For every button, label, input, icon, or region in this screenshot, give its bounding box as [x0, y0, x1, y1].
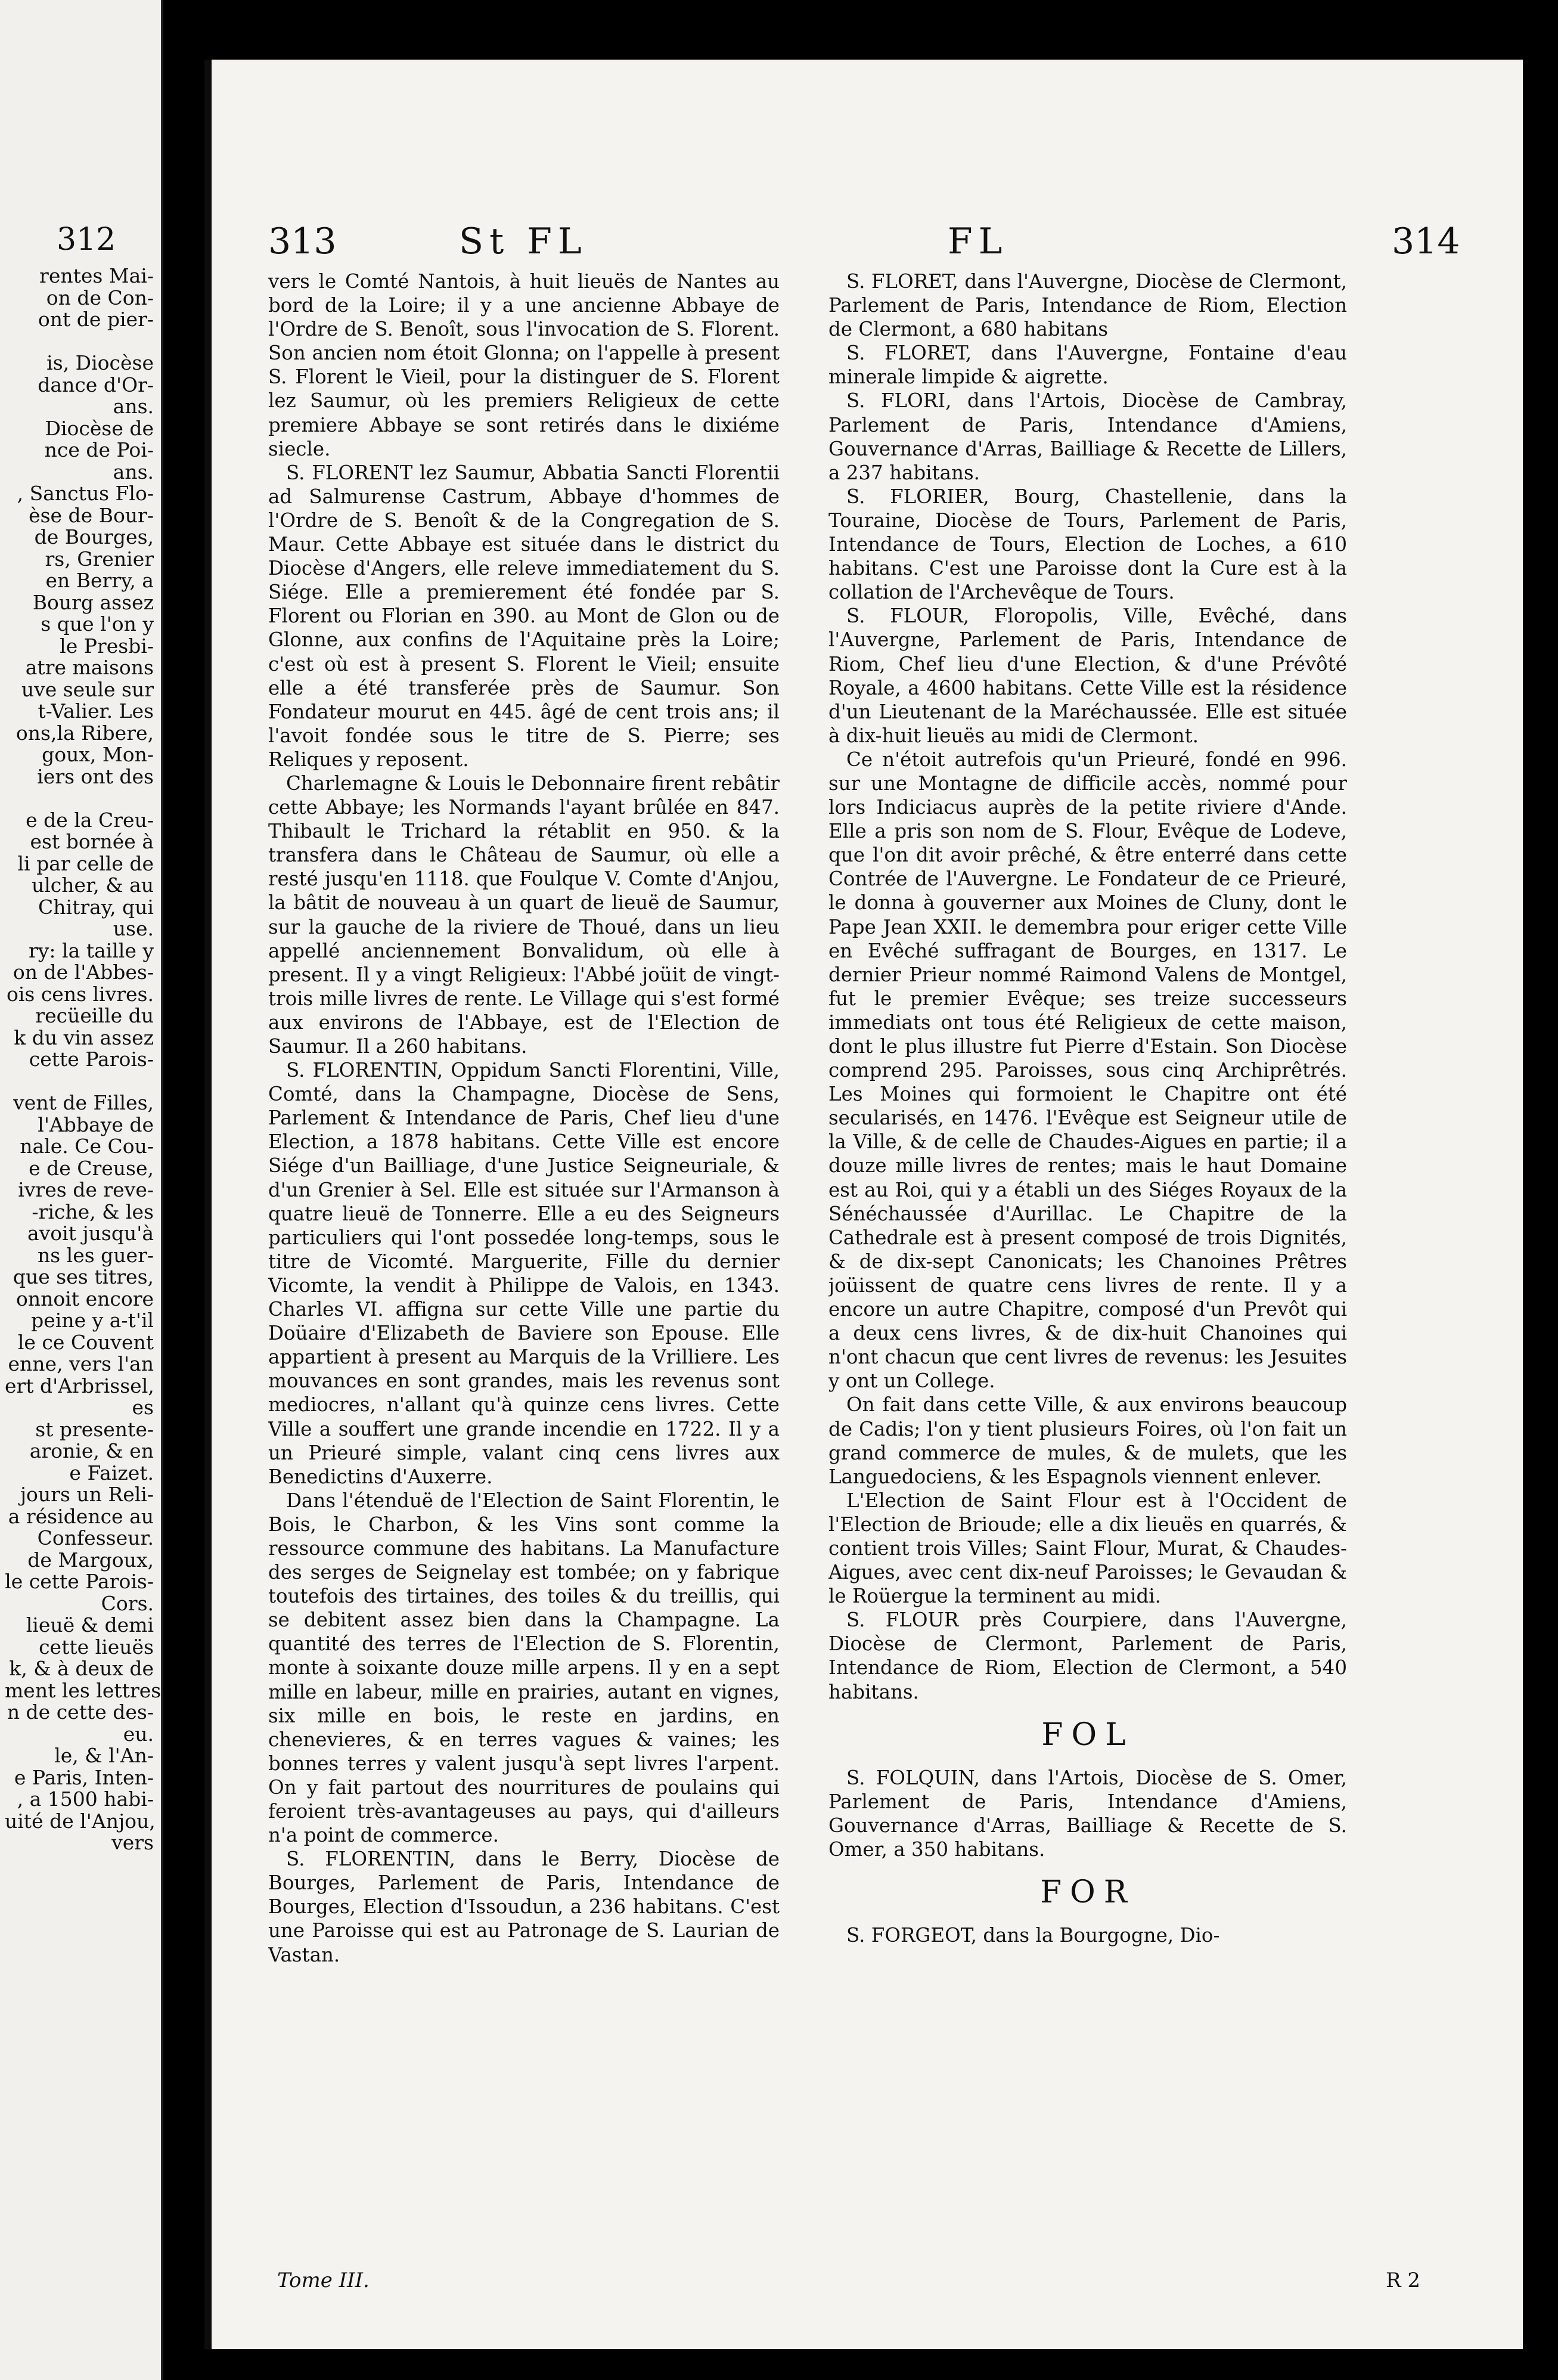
previous-page-line: e Paris, Inten- [14, 1765, 154, 1789]
previous-page-line: st presente- [35, 1417, 154, 1441]
previous-page-line: , Sanctus Flo- [17, 482, 154, 505]
previous-page-line: use. [113, 917, 154, 940]
previous-page-line: e de la Creu- [26, 808, 154, 832]
previous-page-line: le Presbi- [60, 634, 154, 658]
previous-page-line: onnoit encore [16, 1287, 154, 1310]
previous-page-line: lieuë & demi [26, 1613, 154, 1637]
previous-page-line: avoit jusqu'à [27, 1222, 154, 1245]
previous-page-line: a résidence au [8, 1504, 154, 1528]
right-running-head: FL [948, 221, 1008, 262]
previous-page-line: Bourg assez [32, 590, 154, 614]
entry-paragraph: S. FLOUR près Courpiere, dans l'Auvergne, Diocèse de Clermont, Parlement de Paris, Intendance de Riom, Election de Clermont, a 540 habitans. [828, 1609, 1347, 1703]
previous-page-line: , a 1500 habi- [17, 1787, 154, 1811]
previous-page-line: uité de l'Anjou, [5, 1809, 156, 1833]
previous-page-line: le, & l'An- [54, 1744, 154, 1767]
previous-page-line: rs, Grenier [45, 547, 154, 571]
previous-page-line: de Bourges, [34, 525, 154, 548]
previous-page-edge [0, 0, 163, 2380]
entry-paragraph: On fait dans cette Ville, & aux environs beaucoup de Cadis; l'on y tient plusieurs Foires, où l'on fait un grand commerce de mules, & de mulets, que les Languedociens, & les Espagnols viennent enlever. [828, 1393, 1347, 1488]
previous-page-line: on de l'Abbes- [13, 960, 154, 984]
right-page-number: 314 [1392, 221, 1460, 262]
previous-page-line: eu. [123, 1722, 154, 1746]
previous-page-line: peine y a-t'il [31, 1309, 154, 1332]
previous-page-line: cette lieuës [39, 1635, 154, 1659]
previous-page-line: -riche, & les [32, 1200, 154, 1223]
previous-page-line: recüeille du [35, 1004, 154, 1027]
previous-page-line: atre maisons [25, 656, 154, 679]
previous-page-line: que ses titres, [13, 1265, 154, 1288]
previous-page-line: en Berry, a [45, 569, 154, 592]
previous-page-line: e Faizet. [69, 1461, 154, 1485]
previous-page-line: ans. [113, 460, 154, 484]
previous-page-line: Cors. [101, 1591, 154, 1615]
entry-paragraph: S. FORGEOT, dans la Bourgogne, Dio- [846, 1924, 1220, 1947]
previous-page-line: de Margoux, [27, 1548, 154, 1572]
previous-page-number: 312 [57, 222, 116, 258]
previous-page-line: iers ont des [37, 764, 154, 788]
previous-page-line: jours un Reli- [20, 1483, 154, 1506]
entry-paragraph: Charlemagne & Louis le Debonnaire firent rebâtir cette Abbaye; les Normands l'ayant brûlée en 847. Thibault le Trichard la rétablit en 950. & la transfera dans le Château de Saumur, où elle a resté jusqu'en 1118. que Foulque V. Comte d'Anjou, la bâtit de nouveau à un quart de lieuë de Saumur, sur la gauche de la riviere de Thoué, dans un lieu appellé anciennement Bonvalidum, où elle à present. Il y a vingt Religieux: l'Abbé joüit de vingt-trois mille livres de rente. Le Village qui s'est formé aux environs de l'Abbaye, est de l'Election de Saumur. Il a 260 habitans. [268, 771, 780, 1058]
entry-paragraph: L'Election de Saint Flour est à l'Occident de l'Election de Brioude; elle a dix lieuës en quarrés, & contient trois Villes; Saint Flour, Murat, & Chaudes-Aigues, avec cent dix-neuf Paroisses; le Gevaudan & le Roüergue la terminent au midi. [828, 1489, 1347, 1608]
previous-page-line: rentes Mai- [39, 264, 154, 287]
book-page [204, 60, 1523, 2349]
previous-page-line: ment les lettres [5, 1678, 162, 1702]
previous-page-line: cette Parois- [29, 1048, 154, 1071]
left-running-head: St FL [459, 221, 588, 262]
previous-page-line: dance d'Or- [38, 373, 154, 396]
previous-page-line: vent de Filles, [13, 1091, 154, 1114]
previous-page-line: n de cette des- [7, 1700, 154, 1724]
volume-footer: Tome III. [277, 2269, 370, 2292]
entry-paragraph: Dans l'étenduë de l'Election de Saint Florentin, le Bois, le Charbon, & les Vins sont comme la ressource commune des habitans. La Manufacture des serges de Seignelay est tombée; on y fabrique toutefois des tirtaines, des toiles & du treillis, qui se debitent assez bien dans la Champagne. La quantité des terres de l'Election de S. Florentin, monte à soixante douze mille arpens. Il y en a sept mille en labeur, mille en prairies, autant en vignes, six mille en bois, le reste en jardins, en chenevieres, & en terres vagues & vaines; les bonnes terres y valent jusqu'à sept livres l'arpent. On y fait partout des nourritures de poulains qui feroient très-avantageuses au pays, qui d'ailleurs n'a point de commerce. [268, 1489, 780, 1847]
previous-page-line: aronie, & en [29, 1439, 154, 1462]
previous-page-line: on de Con- [46, 286, 154, 309]
previous-page-line: le ce Couvent [17, 1330, 154, 1354]
previous-page-line: enne, vers l'an [8, 1352, 154, 1375]
entry-paragraph: Ce n'étoit autrefois qu'un Prieuré, fondé en 996. sur une Montagne de difficile accès, nommé pour lors Indiciacus auprès de la petite riviere d'Ande. Elle a pris son nom de S. Flour, Evêque de Lodeve, que l'on dit avoir prêché, & être enterré dans cette Contrée de l'Auvergne. Le Fondateur de ce Prieuré, le donna à gouverner aux Moines de Cluny, dont le Pape Jean XXII. le demembra pour eriger cette Ville en Evêché suffragant de Bourges, en 1317. Le dernier Prieur nommé Raimond Valens de Montgel, fut le premier Evêque; ses treize successeurs immediats ont tous été Religieux de cette maison, dont le plus illustre fut Pierre d'Estain. Son Diocèse comprend 295. Paroisses, sous cinq Archiprêtrés. Les Moines qui formoient le Chapitre ont été secularisés, en 1476. l'Evêque est Seigneur utile de la Ville, & de celle de Chaudes-Aigues en partie; il a douze mille livres de rentes; mais le haut Domaine est au Roi, qui y a établi un des Siéges Royaux de la Sénéchaussée d'Aurillac. Le Chapitre de la Cathedrale est à present composé de trois Dignités, & de dix-sept Canonicats; les Chanoines Prêtres joüissent de quatre cens livres de rente. Il y a encore un autre Chapitre, composé d'un Prevôt qui a deux cens livres, & de dix-huit Chanoines qui n'ont chacun que cent livres de revenus: les Jesuites y ont un College. [828, 748, 1347, 1393]
previous-page-line: ulcher, & au [32, 873, 154, 897]
previous-page-line [5, 331, 154, 353]
previous-page-line: ons,la Ribere, [15, 721, 154, 745]
previous-page-line: Chitray, qui [38, 895, 154, 919]
entry-paragraph: S. FLOUR, Floropolis, Ville, Evêché, dans l'Auvergne, Parlement de Paris, Intendance de Riom, Chef lieu d'une Election, & d'une Prévôté Royale, a 4600 habitans. Cette Ville est la résidence d'un Lieutenant de la Maréchaussée. Elle est située à dix-huit lieuës au midi de Clermont. [828, 605, 1347, 747]
previous-page-line: Diocèse de [45, 416, 154, 440]
previous-page-line: ans. [113, 395, 154, 418]
entry-paragraph: S. FLORENTIN, dans le Berry, Diocèse de Bourges, Parlement de Paris, Intendance de Bourges, Election d'Issoudun, a 236 habitans. C'est une Paroisse qui est au Patronage de S. Laurian de Vastan. [268, 1848, 780, 1966]
previous-page-line: ivres de reve- [18, 1178, 154, 1201]
previous-page-line: is, Diocèse [46, 351, 154, 374]
previous-page-text [5, 264, 162, 1854]
entry-paragraph: vers le Comté Nantois, à huit lieuës de Nantes au bord de la Loire; il y a une ancienne Abbaye de l'Ordre de S. Benoît, sous l'invocation de S. Florent. Son ancien nom étoit Glonna; on l'appelle à present S. Florent le Vieil, pour la distinguer de S. Florent lez Saumur, où les premiers Religieux de cette premiere Abbaye se sont retirés dans le dixiéme siecle. [268, 270, 780, 460]
previous-page-line: uve seule sur [21, 677, 154, 701]
previous-page-line: ns les guer- [37, 1243, 154, 1267]
previous-page-line: t-Valier. Les [38, 699, 154, 723]
entry-paragraph: S. FLORIER, Bourg, Chastellenie, dans la Touraine, Diocèse de Tours, Parlement de Paris, Intendance de Tours, Election de Loches, a 610 habitans. C'est une Paroisse dont la Cure est à la collation de l'Archevêque de Tours. [828, 485, 1347, 604]
previous-page-line: vers [111, 1831, 154, 1854]
previous-page-line: ert d'Arbrissel, [5, 1374, 154, 1397]
previous-page-line: s que l'on y [41, 612, 154, 636]
previous-page-line: Confesseur. [37, 1526, 154, 1550]
left-page-number: 313 [268, 221, 337, 262]
previous-page-line: ry: la taille y [28, 938, 154, 962]
previous-page-line: k, & à deux de [9, 1657, 154, 1680]
previous-page-line: nce de Poi- [44, 438, 154, 461]
section-heading-fol: FOL [1041, 1716, 1134, 1753]
previous-page-line: èse de Bour- [29, 503, 154, 527]
previous-page-line [5, 788, 154, 810]
entry-paragraph: S. FLORET, dans l'Auvergne, Fontaine d'eau minerale limpide & aigrette. [828, 342, 1347, 389]
previous-page-line: le cette Parois- [5, 1570, 154, 1593]
right-column [828, 269, 1347, 1947]
previous-page-line: l'Abbaye de [38, 1112, 154, 1136]
previous-page-line: goux, Mon- [42, 743, 154, 766]
previous-page-line: est bornée à [30, 830, 154, 853]
previous-page-line: ont de pier- [38, 308, 154, 331]
left-column [268, 269, 780, 1967]
previous-page-line: li par celle de [17, 851, 154, 875]
entry-paragraph: S. FOLQUIN, dans l'Artois, Diocèse de S. Omer, Parlement de Paris, Intendance d'Amiens, Gouvernance d'Arras, Bailliage & Recette de S. Omer, a 350 habitans. [828, 1766, 1347, 1861]
entry-paragraph: S. FLORET, dans l'Auvergne, Diocèse de Clermont, Parlement de Paris, Intendance de Riom, Election de Clermont, a 680 habitans [828, 270, 1347, 341]
previous-page-line: k du vin assez [14, 1025, 154, 1049]
previous-page-line: e de Creuse, [29, 1156, 154, 1180]
previous-page-line: ois cens livres. [6, 982, 154, 1006]
entry-paragraph: S. FLORENT lez Saumur, Abbatia Sancti Florentii ad Salmurense Castrum, Abbaye d'hommes de l'Ordre de S. Benoît & de la Congregation de S. Maur. Cette Abbaye est située dans le district du Diocèse d'Angers, elle releve immediatement du S. Siége. Elle a premierement été fondée par S. Florent ou Florian en 390. au Mont de Glon ou de Glonne, aux confins de l'Aquitaine près la Loire; c'est où est à present S. Florent le Vieil; ensuite elle a été transferée près de Saumur. Son Fondateur mourut en 445. âgé de cent trois ans; il l'avoit fondée sous le titre de S. Pierre; ses Reliques y reposent. [268, 461, 780, 771]
section-heading-for: FOR [1040, 1874, 1135, 1910]
signature-mark: R 2 [1386, 2269, 1421, 2292]
previous-page-line [5, 1071, 154, 1093]
previous-page-line: nale. Ce Cou- [20, 1135, 154, 1158]
entry-paragraph: S. FLORENTIN, Oppidum Sancti Florentini, Ville, Comté, dans la Champagne, Diocèse de Sens, Parlement & Intendance de Paris, Chef lieu d'une Election, a 1878 habitans. Cette Ville est encore Siége d'un Bailliage, d'une Justice Seigneuriale, & d'un Grenier à Sel. Elle est située sur l'Armanson à quatre lieuë de Tonnerre. Elle a eu des Seigneurs particuliers qui l'ont possedée long-temps, sous le titre de Vicomté. Marguerite, Fille du dernier Vicomte, la vendit à Philippe de Valois, en 1343. Charles VI. affigna sur cette Ville une partie du Doüaire d'Elizabeth de Baviere son Epouse. Elle appartient à present au Marquis de la Vrilliere. Les mouvances en sont grandes, mais les revenus sont mediocres, n'allant qu'à quinze cens livres. Cette Ville a souffert une grande incendie en 1722. Il y a un Prieuré simple, valant cinq cens livres aux Benedictins d'Auxerre. [268, 1059, 780, 1488]
entry-paragraph: S. FLORI, dans l'Artois, Diocèse de Cambray, Parlement de Paris, Intendance d'Amiens, Gouvernance d'Arras, Bailliage & Recette de Lillers, a 237 habitans. [828, 389, 1347, 484]
previous-page-line: es [132, 1396, 154, 1419]
